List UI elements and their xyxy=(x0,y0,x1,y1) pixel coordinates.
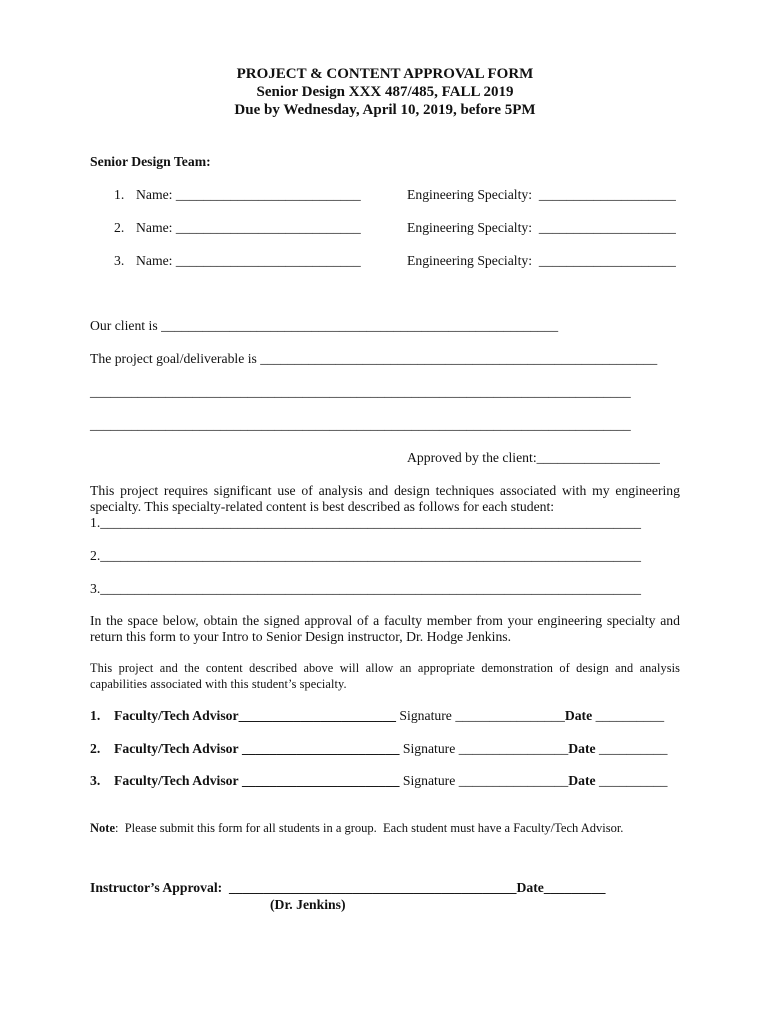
specialty-entry xyxy=(407,253,676,269)
instructor-date-label: Date xyxy=(516,880,544,895)
client-label: Our client is xyxy=(90,318,158,333)
item-number: 1. xyxy=(90,515,101,530)
signature-field[interactable]: ________________ xyxy=(455,708,565,723)
advisor-row-3 xyxy=(0,773,770,789)
team-member-2 xyxy=(0,220,770,236)
note-label: Note xyxy=(90,821,115,835)
specialty-field[interactable]: ____________________ xyxy=(538,187,676,202)
date-label: Date xyxy=(564,708,593,723)
advisor-row-2 xyxy=(0,741,770,757)
advisor-entry xyxy=(114,773,667,789)
instructor-name: (Dr. Jenkins) xyxy=(270,897,346,912)
instructor-signature-field[interactable]: __________________________________________ xyxy=(229,880,517,895)
goal-field-line-2[interactable]: _______________________________________________________________________________ xyxy=(90,384,631,399)
advisor-entry xyxy=(114,741,667,757)
due-date: Due by Wednesday, April 10, 2019, before 5PM xyxy=(234,102,536,118)
goal-label: The project goal/deliverable is xyxy=(90,351,257,366)
advisor-label: Faculty/Tech Advisor xyxy=(114,773,239,788)
advisor-number: 3. xyxy=(90,773,101,788)
item-number: 3. xyxy=(90,581,101,596)
client-row xyxy=(90,318,558,334)
member-number: 1. xyxy=(114,187,125,202)
team-member-3 xyxy=(0,253,770,269)
specialty-field[interactable]: ____________________ xyxy=(538,220,676,235)
signature-label: Signature xyxy=(402,741,456,756)
specialty-content-field[interactable]: _______________________________________________________________________________ xyxy=(100,515,641,530)
team-label: Senior Design Team: xyxy=(90,154,211,169)
specialty-content-1 xyxy=(90,515,641,531)
name-field[interactable]: ___________________________ xyxy=(175,187,361,202)
specialty-label: Engineering Specialty: xyxy=(407,220,533,235)
signature-label: Signature xyxy=(399,708,452,723)
advisor-name-field[interactable]: _______________________ xyxy=(242,773,400,788)
specialty-label: Engineering Specialty: xyxy=(407,253,533,268)
client-field[interactable]: __________________________________________________________ xyxy=(161,318,559,333)
specialty-entry xyxy=(407,187,676,203)
advisor-number: 2. xyxy=(90,741,101,756)
name-label: Name: xyxy=(136,253,173,268)
form-title: PROJECT & CONTENT APPROVAL FORM xyxy=(236,66,534,82)
client-approval-label: Approved by the client: xyxy=(407,450,537,465)
specialty-entry xyxy=(407,220,676,236)
instructor-approval-row xyxy=(90,880,605,896)
specialty-content-field[interactable]: _______________________________________________________________________________ xyxy=(100,548,641,563)
advisor-statement: This project and the content described above will allow an appropriate demonstration of design and analysis capabilities associated with this student’s specialty. xyxy=(90,661,680,691)
instructor-date-field[interactable]: _________ xyxy=(543,880,606,895)
date-label: Date xyxy=(568,741,596,756)
name-field[interactable]: ___________________________ xyxy=(175,220,361,235)
date-label: Date xyxy=(568,773,596,788)
client-approval-field[interactable]: __________________ xyxy=(536,450,660,465)
member-number: 3. xyxy=(114,253,125,268)
specialty-content-text: This project requires significant use of analysis and design techniques associated with my engineering specialty. This specialty-related content is best described as follows for each student: xyxy=(90,483,680,514)
name-entry xyxy=(136,220,361,236)
goal-field-line-3[interactable]: _______________________________________________________________________________ xyxy=(90,417,631,432)
advisor-label: Faculty/Tech Advisor xyxy=(114,741,239,756)
signature-label: Signature xyxy=(402,773,456,788)
specialty-content-2 xyxy=(90,548,641,564)
specialty-content-3 xyxy=(90,581,641,597)
advisor-name-field[interactable]: _______________________ xyxy=(238,708,396,723)
name-label: Name: xyxy=(136,220,173,235)
name-label: Name: xyxy=(136,187,173,202)
signature-field[interactable]: ________________ xyxy=(458,773,569,788)
course-title: Senior Design XXX 487/485, FALL 2019 xyxy=(256,84,514,100)
note-text: : Please submit this form for all students in a group. Each student must have a Faculty/Tech Advisor. xyxy=(115,821,624,835)
name-field[interactable]: ___________________________ xyxy=(175,253,361,268)
goal-row xyxy=(90,351,657,367)
date-field[interactable]: __________ xyxy=(595,708,665,723)
goal-field[interactable]: __________________________________________________________ xyxy=(260,351,658,366)
client-approval-row xyxy=(407,450,660,466)
name-entry xyxy=(136,253,361,269)
faculty-approval-instructions: In the space below, obtain the signed approval of a faculty member from your engineering specialty and return this form to your Intro to Senior Design instructor, Dr. Hodge Jenkins. xyxy=(90,613,680,644)
note-row xyxy=(90,820,623,836)
advisor-row-1 xyxy=(0,708,770,724)
member-number: 2. xyxy=(114,220,125,235)
advisor-name-field[interactable]: _______________________ xyxy=(242,741,400,756)
item-number: 2. xyxy=(90,548,101,563)
advisor-number: 1. xyxy=(90,708,101,723)
advisor-label: Faculty/Tech Advisor xyxy=(114,708,239,723)
date-field[interactable]: __________ xyxy=(599,773,668,788)
instructor-approval-label: Instructor’s Approval: xyxy=(90,880,223,895)
specialty-label: Engineering Specialty: xyxy=(407,187,533,202)
specialty-content-field[interactable]: _______________________________________________________________________________ xyxy=(100,581,641,596)
form-header xyxy=(0,65,770,119)
date-field[interactable]: __________ xyxy=(599,741,668,756)
name-entry xyxy=(136,187,361,203)
team-member-1 xyxy=(0,187,770,203)
advisor-entry xyxy=(114,708,664,724)
signature-field[interactable]: ________________ xyxy=(458,741,569,756)
specialty-field[interactable]: ____________________ xyxy=(538,253,676,268)
